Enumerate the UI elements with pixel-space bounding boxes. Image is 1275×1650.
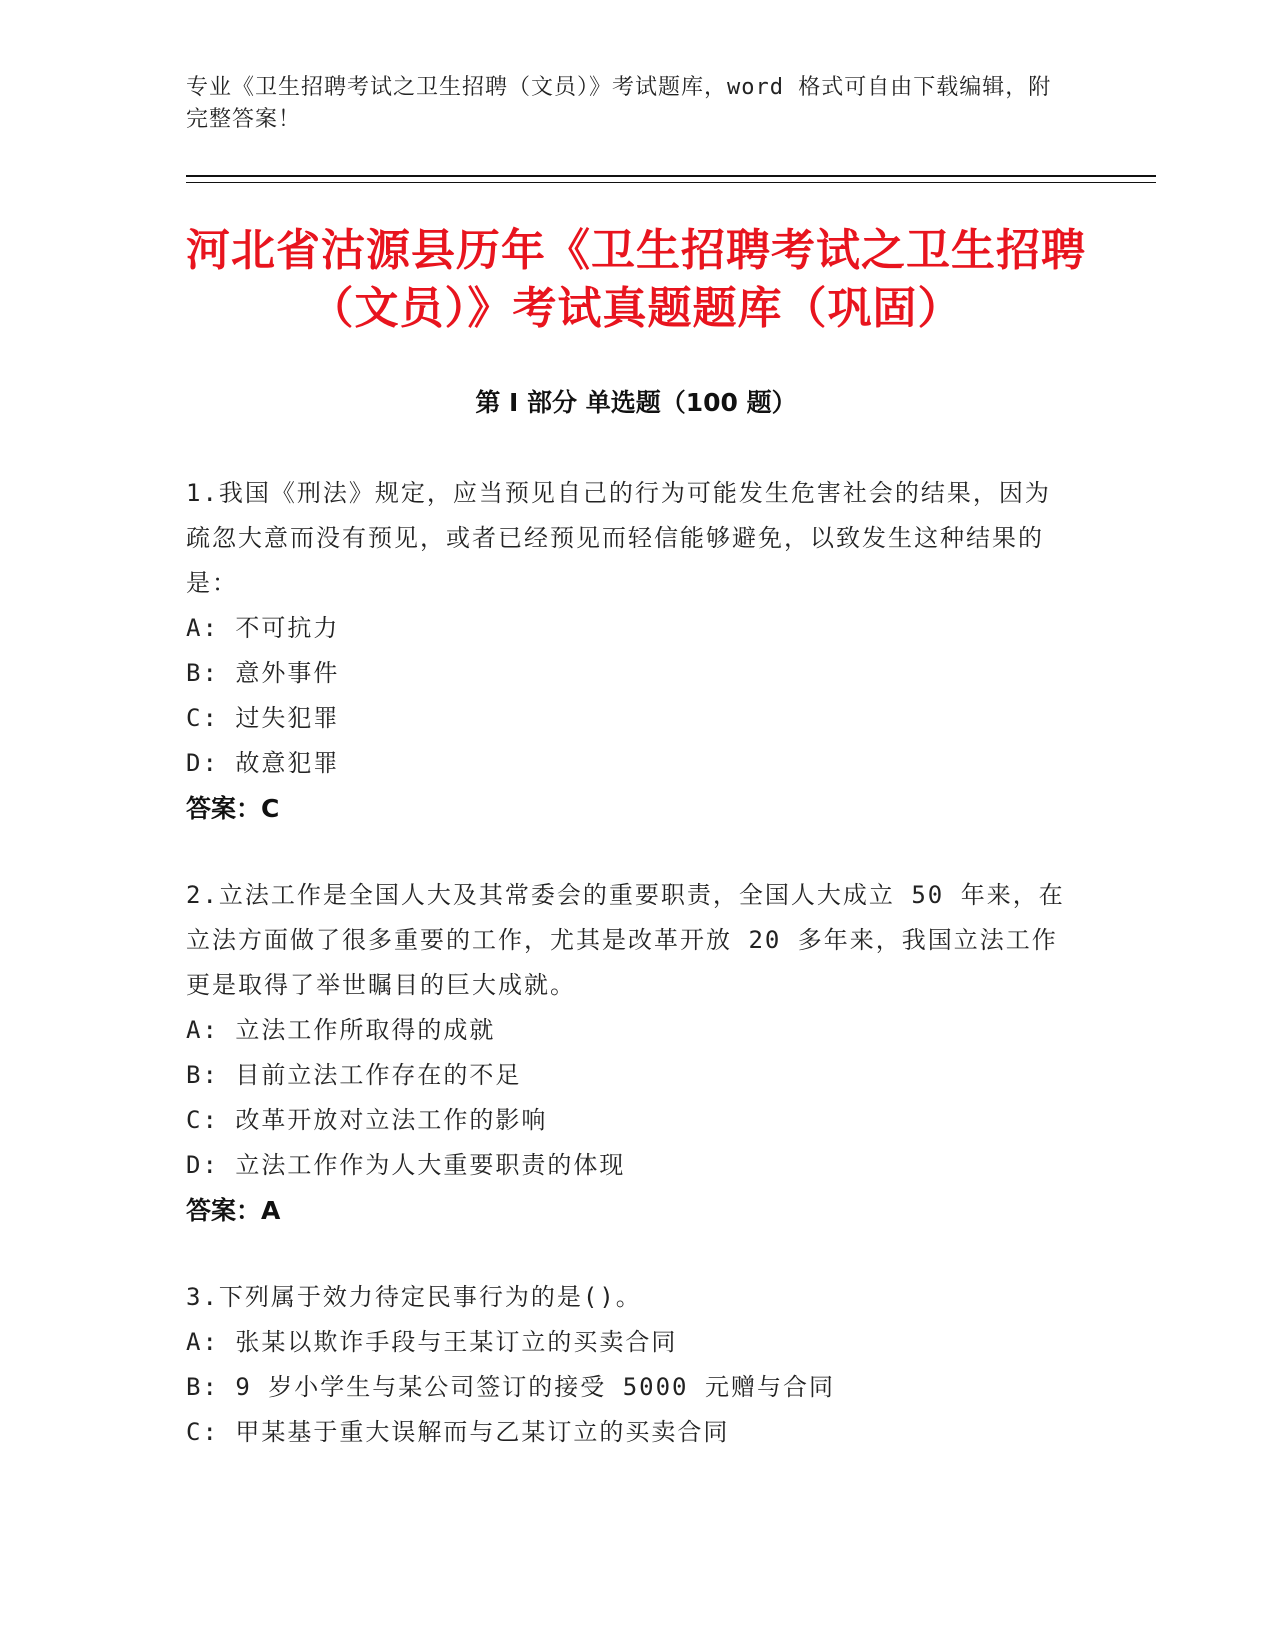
question-stem: 2.立法工作是全国人大及其常委会的重要职责，全国人大成立 50 年来，在立法方面做了很多重要的工作，尤其是改革开放 20 多年来，我国立法工作更是取得了举世瞩目的巨大成就。 — [186, 881, 1065, 999]
question-2 — [186, 873, 1076, 1233]
answer: 答案：C — [186, 794, 280, 823]
option-d: D: 立法工作作为人大重要职责的体现 — [186, 1151, 626, 1179]
header-note: 专业《卫生招聘考试之卫生招聘（文员）》考试题库，word 格式可自由下载编辑，附完整答案！ — [186, 75, 1052, 132]
option-a: A: 立法工作所取得的成就 — [186, 1016, 496, 1044]
question-1 — [186, 471, 1076, 831]
document-title: 河北省沽源县历年《卫生招聘考试之卫生招聘（文员）》考试真题题库（巩固） — [186, 225, 1086, 334]
option-a: A: 不可抗力 — [186, 614, 340, 642]
question-list — [186, 471, 1076, 1497]
header-divider-thick — [186, 175, 1156, 177]
question-3 — [186, 1275, 1076, 1455]
option-b: B: 意外事件 — [186, 659, 340, 687]
question-stem: 3.下列属于效力待定民事行为的是()。 — [186, 1283, 642, 1311]
answer: 答案：A — [186, 1196, 281, 1225]
option-d: D: 故意犯罪 — [186, 749, 340, 777]
question-stem: 1.我国《刑法》规定，应当预见自己的行为可能发生危害社会的结果，因为疏忽大意而没有预见，或者已经预见而轻信能够避免，以致发生这种结果的是： — [186, 479, 1051, 597]
option-a: A: 张某以欺诈手段与王某订立的买卖合同 — [186, 1328, 678, 1356]
section-heading: 第 I 部分 单选题（100 题） — [475, 388, 797, 417]
option-b: B: 9 岁小学生与某公司签订的接受 5000 元赠与合同 — [186, 1373, 835, 1401]
option-c: C: 甲某基于重大误解而与乙某订立的买卖合同 — [186, 1418, 730, 1446]
option-b: B: 目前立法工作存在的不足 — [186, 1061, 522, 1089]
header-divider-thin — [186, 182, 1156, 183]
option-c: C: 过失犯罪 — [186, 704, 340, 732]
option-c: C: 改革开放对立法工作的影响 — [186, 1106, 548, 1134]
